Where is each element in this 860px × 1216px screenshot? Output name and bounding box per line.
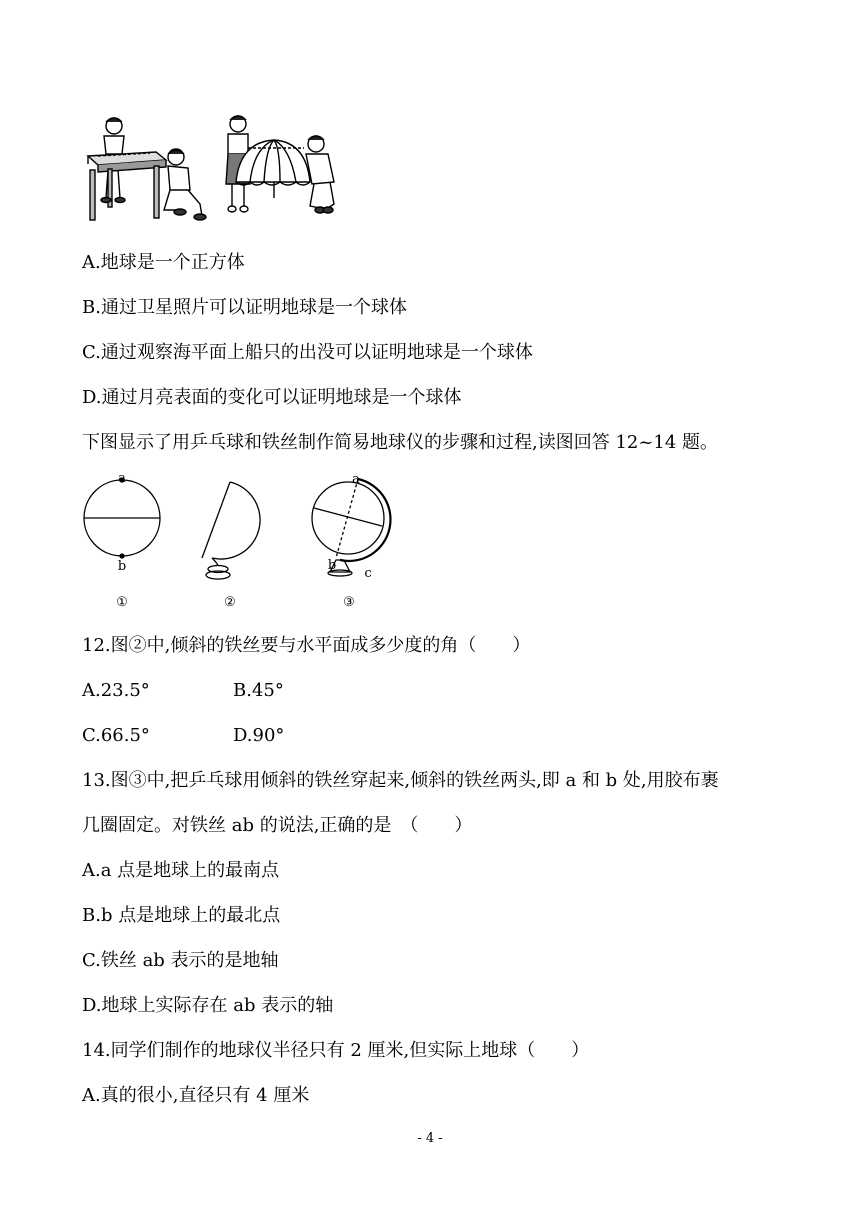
q11-option-c: C.通过观察海平面上船只的出没可以证明地球是一个球体 (82, 342, 533, 363)
panel1-label-a: a (118, 471, 126, 486)
intro-text: 下图显示了用乒乓球和铁丝制作简易地球仪的步骤和过程,读图回答 12~14 题。 (82, 432, 719, 453)
panel3-label-c: c (364, 566, 372, 581)
globe-construction-figure (78, 471, 398, 594)
q13-stem-line1: 13.图③中,把乒乓球用倾斜的铁丝穿起来,倾斜的铁丝两头,即 a 和 b 处,用胶布裹 (82, 770, 719, 791)
q13-option-a: A.a 点是地球上的最南点 (82, 860, 280, 881)
panel1-caption: ① (116, 595, 128, 610)
q13-option-c: C.铁丝 ab 表示的是地轴 (82, 950, 279, 971)
q13-option-d: D.地球上实际存在 ab 表示的轴 (82, 995, 334, 1016)
q12-option-b: B.45° (233, 680, 284, 701)
panel2-caption: ② (224, 595, 236, 610)
panel1-label-b: b (117, 559, 127, 574)
q12-stem: 12.图②中,倾斜的铁丝要与水平面成多少度的角（ ） (82, 635, 531, 656)
page-number: - 4 - (417, 1131, 443, 1146)
q13-stem-line2: 几圈固定。对铁丝 ab 的说法,正确的是 （ ） (82, 815, 473, 836)
children-experiment-illustration (84, 112, 346, 224)
q12-option-d: D.90° (233, 725, 285, 746)
q11-option-a: A.地球是一个正方体 (82, 252, 245, 273)
panel3-label-a: a (352, 472, 360, 487)
panel3-caption: ③ (343, 595, 355, 610)
panel3-label-b: b (327, 558, 337, 573)
q14-option-a: A.真的很小,直径只有 4 厘米 (82, 1085, 310, 1106)
q13-option-b: B.b 点是地球上的最北点 (82, 905, 281, 926)
q14-stem: 14.同学们制作的地球仪半径只有 2 厘米,但实际上地球（ ） (82, 1040, 590, 1061)
q12-option-c: C.66.5° (82, 725, 150, 746)
q11-option-d: D.通过月亮表面的变化可以证明地球是一个球体 (82, 387, 462, 408)
q12-option-a: A.23.5° (82, 680, 150, 701)
q11-option-b: B.通过卫星照片可以证明地球是一个球体 (82, 297, 407, 318)
